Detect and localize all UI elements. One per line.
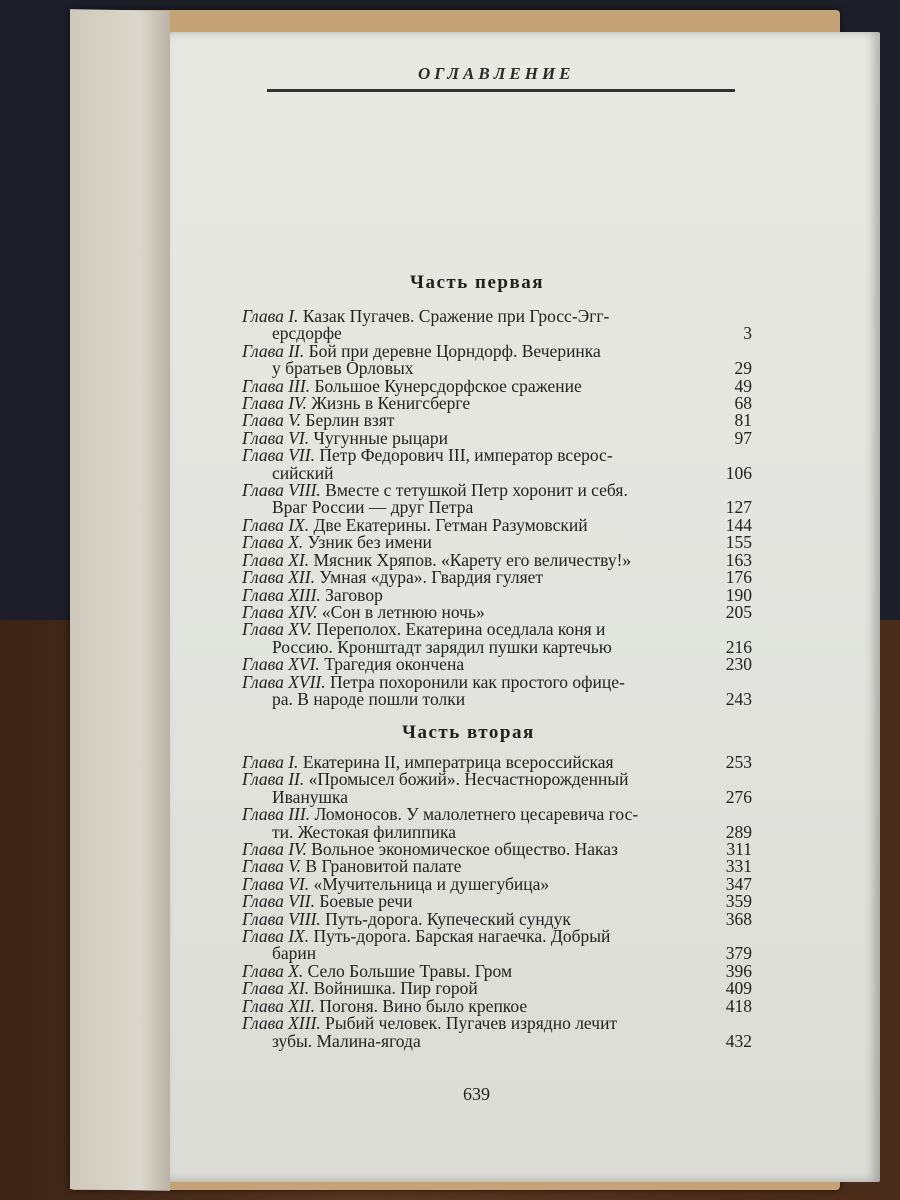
chapter-title: Чугунные рыцари — [313, 427, 448, 448]
chapter-title-continued: ерсдорфе — [272, 323, 342, 344]
chapter-page-number: 230 — [725, 654, 752, 675]
toc-entry — [242, 340, 752, 379]
chapter-title: Путь-дорога. Барская нагаечка. Добрый — [313, 926, 611, 947]
chapter-title: Вместе с тетушкой Петр хоронит и себя. — [325, 480, 628, 501]
chapter-page-number: 97 — [734, 427, 752, 448]
chapter-title: Заговор — [325, 584, 383, 605]
chapter-title: «Сон в летнюю ночь» — [321, 601, 485, 622]
chapter-label: Глава II. — [242, 769, 305, 790]
chapter-label: Глава XII. — [242, 567, 315, 588]
chapter-label: Глава XVII. — [242, 671, 326, 692]
chapter-page-number: 29 — [734, 358, 752, 379]
chapter-title: Казак Пугачев. Сражение при Гросс-Эгг- — [302, 306, 610, 326]
page-title: ОГЛАВЛЕНИЕ — [418, 64, 575, 83]
chapter-title-continued: барин — [272, 943, 317, 964]
chapter-page-number: 243 — [725, 688, 752, 709]
chapter-title: Екатерина II, императрица всероссийская — [302, 752, 614, 772]
chapter-label: Глава IV. — [242, 839, 307, 860]
chapter-page-number: 396 — [725, 960, 752, 981]
chapter-title: Мясник Хряпов. «Карету его величеству!» — [313, 549, 632, 570]
chapter-label: Глава XIV. — [242, 601, 318, 622]
chapter-title: Берлин взят — [305, 410, 395, 431]
chapter-page-number: 418 — [725, 995, 752, 1016]
chapter-title: Ломоносов. У малолетнего цесаревича гос- — [314, 804, 639, 825]
chapter-label: Глава XV. — [242, 619, 312, 640]
chapter-title-continued: ра. В народе пошли толки — [272, 688, 466, 709]
chapter-title: Бой при деревне Цорндорф. Вечеринка — [308, 340, 601, 361]
chapter-label: Глава VI. — [242, 873, 310, 894]
chapter-page-number: 3 — [743, 323, 752, 344]
chapter-page-number: 68 — [734, 393, 752, 414]
chapter-label: Глава I. — [242, 752, 299, 772]
chapter-title: Боевые речи — [319, 891, 413, 912]
toc-entry — [242, 1013, 752, 1051]
chapter-label: Глава VII. — [242, 891, 315, 912]
chapter-page-number: 253 — [725, 752, 752, 772]
chapter-title-continued: Иванушка — [272, 786, 349, 807]
chapter-title-continued: у братьев Орловых — [272, 358, 414, 379]
chapter-title: «Мучительница и душегубица» — [313, 873, 550, 894]
toc-entry — [242, 671, 752, 709]
toc-entry — [242, 480, 752, 518]
chapter-title: Переполох. Екатерина оседлала коня и — [316, 619, 606, 640]
toc-part-one — [242, 306, 752, 709]
title-rule — [267, 89, 735, 92]
chapter-page-number: 276 — [725, 786, 752, 807]
toc-entry — [242, 769, 752, 807]
chapter-title: Большое Кунерсдорфское сражение — [314, 375, 582, 396]
chapter-title: Погоня. Вино было крепкое — [319, 995, 528, 1016]
chapter-page-number: 127 — [725, 497, 752, 518]
chapter-title: Две Екатерины. Гетман Разумовский — [313, 514, 588, 535]
chapter-label: Глава X. — [242, 532, 304, 553]
chapter-label: Глава III. — [242, 804, 311, 825]
left-page-edge — [70, 9, 170, 1191]
toc-entry — [242, 619, 752, 657]
chapter-label: Глава VI. — [242, 427, 310, 448]
toc-part-two — [242, 752, 752, 1051]
chapter-title: Узник без имени — [307, 532, 432, 553]
chapter-title: Жизнь в Кенигсберге — [311, 393, 471, 414]
chapter-page-number: 379 — [725, 943, 752, 964]
chapter-page-number: 216 — [725, 636, 752, 657]
chapter-title-continued: сийский — [272, 462, 334, 483]
toc-entry — [242, 804, 752, 842]
chapter-label: Глава IX. — [242, 926, 310, 947]
chapter-page-number: 176 — [725, 567, 752, 588]
chapter-title-continued: зубы. Малина-ягода — [272, 1030, 421, 1051]
chapter-title: Войнишка. Пир горой — [313, 978, 478, 999]
chapter-page-number: 49 — [734, 375, 752, 396]
toc-entry — [242, 926, 752, 964]
chapter-page-number: 368 — [725, 908, 752, 929]
chapter-page-number: 409 — [725, 978, 752, 999]
chapter-page-number: 432 — [725, 1030, 752, 1051]
chapter-title-continued: Враг России — друг Петра — [272, 497, 474, 518]
chapter-label: Глава IV. — [242, 393, 307, 414]
chapter-page-number: 190 — [725, 584, 752, 605]
part-two-title: Часть вторая — [402, 722, 535, 743]
chapter-label: Глава XIII. — [242, 1013, 321, 1034]
chapter-title: Петр Федорович III, император всерос- — [319, 445, 613, 466]
chapter-label: Глава XVI. — [242, 654, 320, 675]
chapter-label: Глава V. — [242, 410, 302, 431]
toc-entry — [242, 445, 752, 483]
chapter-page-number: 81 — [734, 410, 752, 431]
chapter-label: Глава X. — [242, 960, 304, 981]
chapter-page-number: 289 — [725, 821, 752, 842]
chapter-page-number: 331 — [725, 856, 752, 877]
chapter-title: Умная «дура». Гвардия гуляет — [319, 567, 544, 588]
chapter-page-number: 205 — [725, 601, 752, 622]
toc-entry — [242, 306, 752, 344]
page-number: 639 — [463, 1084, 490, 1104]
chapter-label: Глава XI. — [242, 978, 310, 999]
chapter-title: Рыбий человек. Пугачев изрядно лечит — [325, 1013, 618, 1034]
chapter-label: Глава XII. — [242, 995, 315, 1016]
book-page — [170, 32, 880, 1182]
chapter-title: «Промысел божий». Несчастнорожденный — [308, 769, 629, 790]
book-cover — [70, 10, 840, 1190]
chapter-label: Глава VIII. — [242, 480, 321, 501]
chapter-page-number: 311 — [726, 839, 752, 860]
chapter-label: Глава VIII. — [242, 908, 321, 929]
chapter-title: Село Большие Травы. Гром — [307, 960, 513, 981]
chapter-page-number: 163 — [725, 549, 752, 570]
chapter-title: Вольное экономическое общество. Наказ — [311, 839, 618, 860]
chapter-title: В Грановитой палате — [305, 856, 462, 877]
chapter-label: Глава I. — [242, 306, 299, 326]
chapter-label: Глава XIII. — [242, 584, 321, 605]
part-one-title: Часть первая — [410, 272, 544, 293]
chapter-title: Путь-дорога. Купеческий сундук — [325, 908, 571, 929]
chapter-title: Трагедия окончена — [324, 654, 465, 675]
chapter-label: Глава III. — [242, 375, 311, 396]
chapter-page-number: 155 — [725, 532, 752, 553]
chapter-title: Петра похоронили как простого офице- — [330, 671, 625, 692]
chapter-label: Глава II. — [242, 340, 305, 361]
chapter-page-number: 106 — [725, 462, 752, 483]
chapter-page-number: 359 — [725, 891, 752, 912]
chapter-title-continued: Россию. Кронштадт зарядил пушки картечью — [272, 636, 612, 657]
chapter-label: Глава V. — [242, 856, 302, 877]
chapter-title-continued: ти. Жестокая филиппика — [272, 821, 457, 842]
chapter-label: Глава IX. — [242, 514, 310, 535]
chapter-label: Глава VII. — [242, 445, 315, 466]
chapter-label: Глава XI. — [242, 549, 310, 570]
chapter-page-number: 144 — [725, 514, 752, 535]
chapter-page-number: 347 — [725, 873, 752, 894]
